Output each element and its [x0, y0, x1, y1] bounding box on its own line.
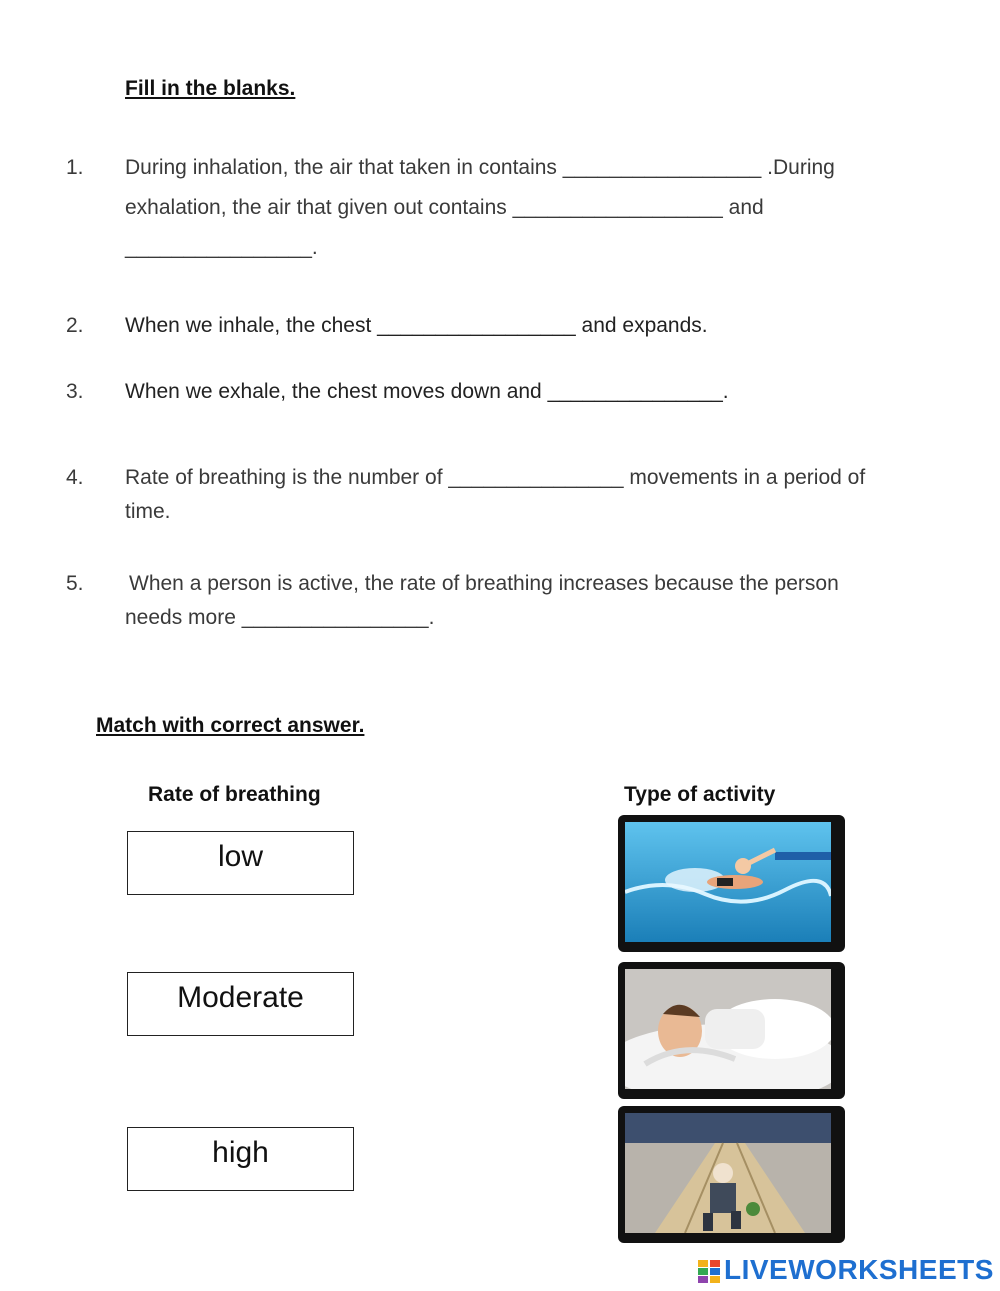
question-4-number: 4.: [66, 466, 84, 489]
rate-box-moderate[interactable]: Moderate: [127, 972, 354, 1036]
question-5-line-2: needs more ________________.: [125, 606, 435, 629]
liveworksheets-logo: [698, 1254, 994, 1286]
question-5-number: 5.: [66, 572, 84, 595]
question-1-line-1: During inhalation, the air that taken in contains _________________ .During: [125, 156, 835, 179]
bowling-image[interactable]: [618, 1106, 845, 1243]
question-5-line-1: When a person is active, the rate of breathing increases because the person: [129, 572, 839, 595]
fill-heading: Fill in the blanks.: [125, 77, 296, 100]
question-4-line-2: time.: [125, 500, 171, 523]
question-3-number: 3.: [66, 380, 84, 403]
question-3-line-1: When we exhale, the chest moves down and _______________.: [125, 380, 729, 403]
question-1-number: 1.: [66, 156, 84, 179]
sleeping-person-illustration: [625, 969, 831, 1089]
logo-text: LIVEWORKSHEETS: [724, 1254, 994, 1285]
rate-column-header: Rate of breathing: [148, 783, 321, 806]
activity-column-header: Type of activity: [624, 783, 776, 806]
question-2-number: 2.: [66, 314, 84, 337]
swimming-image[interactable]: [618, 815, 845, 952]
rate-box-high[interactable]: high: [127, 1127, 354, 1191]
swimmer-illustration: [625, 822, 831, 942]
question-1-line-3: ________________.: [125, 236, 318, 259]
question-2-line-1: When we inhale, the chest _________________ and expands.: [125, 314, 708, 337]
question-1-line-2: exhalation, the air that given out contains __________________ and: [125, 196, 764, 219]
question-4-line-1: Rate of breathing is the number of _______________ movements in a period of: [125, 466, 866, 489]
sleeping-image[interactable]: [618, 962, 845, 1099]
rate-box-low[interactable]: low: [127, 831, 354, 895]
match-heading: Match with correct answer.: [96, 714, 365, 737]
logo-blocks-icon: [698, 1260, 720, 1284]
bowling-illustration: [625, 1113, 831, 1233]
